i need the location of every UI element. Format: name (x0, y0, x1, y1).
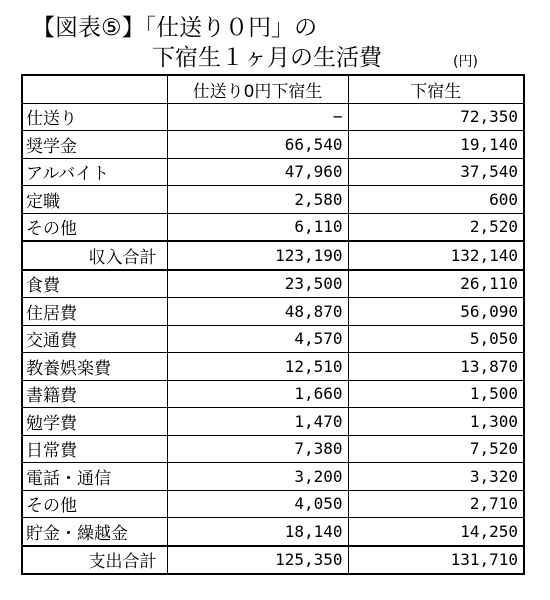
value-no-allowance: 66,540 (167, 131, 348, 159)
value-no-allowance: 4,570 (167, 325, 348, 353)
row-label: 書籍費 (22, 380, 167, 408)
value-boarding: 132,140 (348, 241, 524, 270)
value-no-allowance: 12,510 (167, 353, 348, 381)
row-label: 仕送り (22, 103, 167, 131)
value-no-allowance: 3,200 (167, 463, 348, 491)
expense-row (22, 353, 524, 381)
row-label: 貯金・繰越金 (22, 518, 167, 546)
expense-row (22, 435, 524, 463)
expense-row (22, 325, 524, 353)
income-row (22, 213, 524, 241)
income-row (22, 103, 524, 131)
value-no-allowance: 47,960 (167, 158, 348, 186)
income-row (22, 186, 524, 214)
value-boarding: 131,710 (348, 546, 524, 575)
value-boarding: 1,300 (348, 408, 524, 436)
value-no-allowance: 18,140 (167, 518, 348, 546)
value-boarding: 19,140 (348, 131, 524, 159)
column-header-boarding: 下宿生 (348, 75, 524, 103)
row-label: 収入合計 (22, 241, 167, 270)
row-label: アルバイト (22, 158, 167, 186)
unit-label: (円) (453, 54, 478, 70)
title-line-1: 【図表⑤】「仕送り０円」の (32, 15, 318, 41)
row-label: その他 (22, 490, 167, 518)
column-header-blank (22, 75, 167, 103)
row-label: 電話・通信 (22, 463, 167, 491)
value-boarding: 3,320 (348, 463, 524, 491)
value-no-allowance: 6,110 (167, 213, 348, 241)
header-row (22, 75, 524, 103)
value-no-allowance: 1,660 (167, 380, 348, 408)
column-header-no-allowance: 仕送り0円下宿生 (167, 75, 348, 103)
expense-row (22, 463, 524, 491)
value-boarding: 1,500 (348, 380, 524, 408)
value-boarding: 13,870 (348, 353, 524, 381)
value-boarding: 2,520 (348, 213, 524, 241)
income-row (22, 131, 524, 159)
value-no-allowance: 123,190 (167, 241, 348, 270)
expense-row (22, 298, 524, 326)
value-boarding: 26,110 (348, 270, 524, 298)
expense-total-row (22, 546, 524, 575)
income-total-row (22, 241, 524, 270)
title-line-2: 下宿生１ヶ月の生活費 (152, 45, 382, 71)
row-label: 住居費 (22, 298, 167, 326)
value-no-allowance: 2,580 (167, 186, 348, 214)
row-label: 食費 (22, 270, 167, 298)
value-no-allowance: 4,050 (167, 490, 348, 518)
value-boarding: 2,710 (348, 490, 524, 518)
value-boarding: 7,520 (348, 435, 524, 463)
value-no-allowance: 1,470 (167, 408, 348, 436)
expense-row (22, 408, 524, 436)
row-label: 教養娯楽費 (22, 353, 167, 381)
value-no-allowance: 7,380 (167, 435, 348, 463)
value-no-allowance: − (167, 103, 348, 131)
value-no-allowance: 23,500 (167, 270, 348, 298)
expense-row (22, 518, 524, 546)
value-boarding: 600 (348, 186, 524, 214)
value-no-allowance: 48,870 (167, 298, 348, 326)
value-boarding: 72,350 (348, 103, 524, 131)
value-boarding: 5,050 (348, 325, 524, 353)
row-label: 支出合計 (22, 546, 167, 575)
row-label: その他 (22, 213, 167, 241)
income-row (22, 158, 524, 186)
value-no-allowance: 125,350 (167, 546, 348, 575)
expense-row (22, 490, 524, 518)
row-label: 勉学費 (22, 408, 167, 436)
expense-row (22, 270, 524, 298)
living-cost-table (21, 74, 525, 575)
row-label: 定職 (22, 186, 167, 214)
expense-row (22, 380, 524, 408)
row-label: 交通費 (22, 325, 167, 353)
value-boarding: 56,090 (348, 298, 524, 326)
row-label: 奨学金 (22, 131, 167, 159)
value-boarding: 37,540 (348, 158, 524, 186)
value-boarding: 14,250 (348, 518, 524, 546)
row-label: 日常費 (22, 435, 167, 463)
